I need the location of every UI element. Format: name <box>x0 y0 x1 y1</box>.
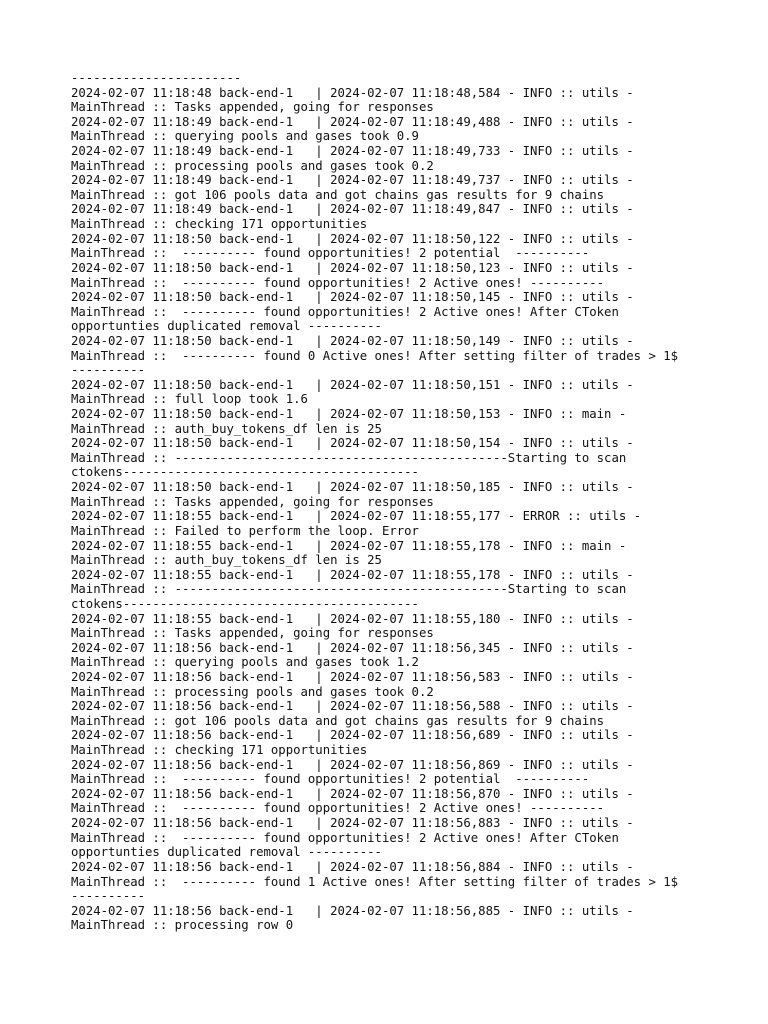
log-line: MainThread :: ---------- found opportunities! 2 potential ---------- <box>71 246 590 261</box>
log-line: 2024-02-07 11:18:50 back-end-1 | 2024-02-07 11:18:50,185 - INFO :: utils - <box>71 480 634 495</box>
log-line: ---------- <box>71 889 146 904</box>
log-line: 2024-02-07 11:18:50 back-end-1 | 2024-02-07 11:18:50,154 - INFO :: utils - <box>71 436 634 451</box>
log-line: MainThread :: auth_buy_tokens_df len is 25 <box>71 421 382 436</box>
log-document <box>71 71 761 933</box>
log-line: MainThread :: checking 171 opportunities <box>71 217 368 232</box>
log-line: 2024-02-07 11:18:56 back-end-1 | 2024-02-07 11:18:56,884 - INFO :: utils - <box>71 859 634 874</box>
log-line: MainThread :: processing row 0 <box>71 918 294 933</box>
log-line: 2024-02-07 11:18:50 back-end-1 | 2024-02-07 11:18:50,151 - INFO :: utils - <box>71 377 634 392</box>
log-line: ---------- <box>71 363 146 378</box>
log-line: MainThread :: got 106 pools data and got chains gas results for 9 chains <box>71 187 605 202</box>
log-line: MainThread :: ---------- found opportunities! 2 Active ones! After CToken <box>71 304 619 319</box>
log-line: 2024-02-07 11:18:50 back-end-1 | 2024-02-07 11:18:50,123 - INFO :: utils - <box>71 260 634 275</box>
log-line: ctokens---------------------------------------- <box>71 465 419 480</box>
log-line: 2024-02-07 11:18:49 back-end-1 | 2024-02-07 11:18:49,737 - INFO :: utils - <box>71 173 634 188</box>
log-line: MainThread :: querying pools and gases took 0.9 <box>71 129 419 144</box>
log-line: 2024-02-07 11:18:56 back-end-1 | 2024-02-07 11:18:56,883 - INFO :: utils - <box>71 816 634 831</box>
log-line: 2024-02-07 11:18:56 back-end-1 | 2024-02-07 11:18:56,588 - INFO :: utils - <box>71 699 634 714</box>
log-line: MainThread :: processing pools and gases took 0.2 <box>71 684 434 699</box>
log-line: ctokens---------------------------------------- <box>71 596 419 611</box>
log-line: 2024-02-07 11:18:49 back-end-1 | 2024-02-07 11:18:49,488 - INFO :: utils - <box>71 114 634 129</box>
log-line: MainThread :: checking 171 opportunities <box>71 743 368 758</box>
log-line: 2024-02-07 11:18:56 back-end-1 | 2024-02-07 11:18:56,885 - INFO :: utils - <box>71 903 634 918</box>
log-line: MainThread :: got 106 pools data and got chains gas results for 9 chains <box>71 713 605 728</box>
log-line: 2024-02-07 11:18:55 back-end-1 | 2024-02-07 11:18:55,178 - INFO :: utils - <box>71 567 634 582</box>
log-line: opportunties duplicated removal ---------- <box>71 845 382 860</box>
log-line: MainThread :: ---------- found opportunities! 2 potential ---------- <box>71 772 590 787</box>
log-line: MainThread :: Tasks appended, going for responses <box>71 494 434 509</box>
log-line: 2024-02-07 11:18:48 back-end-1 | 2024-02-07 11:18:48,584 - INFO :: utils - <box>71 85 634 100</box>
log-line: 2024-02-07 11:18:56 back-end-1 | 2024-02-07 11:18:56,689 - INFO :: utils - <box>71 728 634 743</box>
log-line: 2024-02-07 11:18:55 back-end-1 | 2024-02-07 11:18:55,180 - INFO :: utils - <box>71 611 634 626</box>
log-line: MainThread :: Tasks appended, going for responses <box>71 626 434 641</box>
log-line: 2024-02-07 11:18:50 back-end-1 | 2024-02-07 11:18:50,145 - INFO :: utils - <box>71 290 634 305</box>
log-line: 2024-02-07 11:18:50 back-end-1 | 2024-02-07 11:18:50,153 - INFO :: main - <box>71 407 627 422</box>
log-line: MainThread :: full loop took 1.6 <box>71 392 308 407</box>
log-line: 2024-02-07 11:18:50 back-end-1 | 2024-02-07 11:18:50,149 - INFO :: utils - <box>71 333 634 348</box>
log-line: MainThread :: auth_buy_tokens_df len is 25 <box>71 553 382 568</box>
log-line: 2024-02-07 11:18:56 back-end-1 | 2024-02-07 11:18:56,583 - INFO :: utils - <box>71 669 634 684</box>
log-line: MainThread :: ---------- found opportunities! 2 Active ones! After CToken <box>71 830 619 845</box>
log-line: 2024-02-07 11:18:55 back-end-1 | 2024-02-07 11:18:55,177 - ERROR :: utils - <box>71 509 642 524</box>
log-line: 2024-02-07 11:18:50 back-end-1 | 2024-02-07 11:18:50,122 - INFO :: utils - <box>71 231 634 246</box>
log-line: MainThread :: Tasks appended, going for responses <box>71 100 434 115</box>
log-line: MainThread :: ---------- found 1 Active ones! After setting filter of trades > 1$ <box>71 874 679 889</box>
log-line: 2024-02-07 11:18:55 back-end-1 | 2024-02-07 11:18:55,178 - INFO :: main - <box>71 538 627 553</box>
log-line: MainThread :: ---------------------------------------------Starting to scan <box>71 450 627 465</box>
log-line: 2024-02-07 11:18:56 back-end-1 | 2024-02-07 11:18:56,345 - INFO :: utils - <box>71 640 634 655</box>
log-line: 2024-02-07 11:18:56 back-end-1 | 2024-02-07 11:18:56,869 - INFO :: utils - <box>71 757 634 772</box>
log-line: ----------------------- <box>71 71 242 85</box>
log-body <box>71 71 761 933</box>
log-line: MainThread :: processing pools and gases took 0.2 <box>71 158 434 173</box>
log-line: MainThread :: ---------- found 0 Active ones! After setting filter of trades > 1$ <box>71 348 679 363</box>
log-line: MainThread :: querying pools and gases took 1.2 <box>71 655 419 670</box>
log-line: MainThread :: Failed to perform the loop. Error <box>71 523 419 538</box>
log-line: 2024-02-07 11:18:49 back-end-1 | 2024-02-07 11:18:49,733 - INFO :: utils - <box>71 144 634 159</box>
log-line: opportunties duplicated removal ---------- <box>71 319 382 334</box>
log-line: 2024-02-07 11:18:49 back-end-1 | 2024-02-07 11:18:49,847 - INFO :: utils - <box>71 202 634 217</box>
log-line: 2024-02-07 11:18:56 back-end-1 | 2024-02-07 11:18:56,870 - INFO :: utils - <box>71 786 634 801</box>
log-line: MainThread :: ---------- found opportunities! 2 Active ones! ---------- <box>71 801 605 816</box>
log-line: MainThread :: ---------------------------------------------Starting to scan <box>71 582 627 597</box>
log-line: MainThread :: ---------- found opportunities! 2 Active ones! ---------- <box>71 275 605 290</box>
